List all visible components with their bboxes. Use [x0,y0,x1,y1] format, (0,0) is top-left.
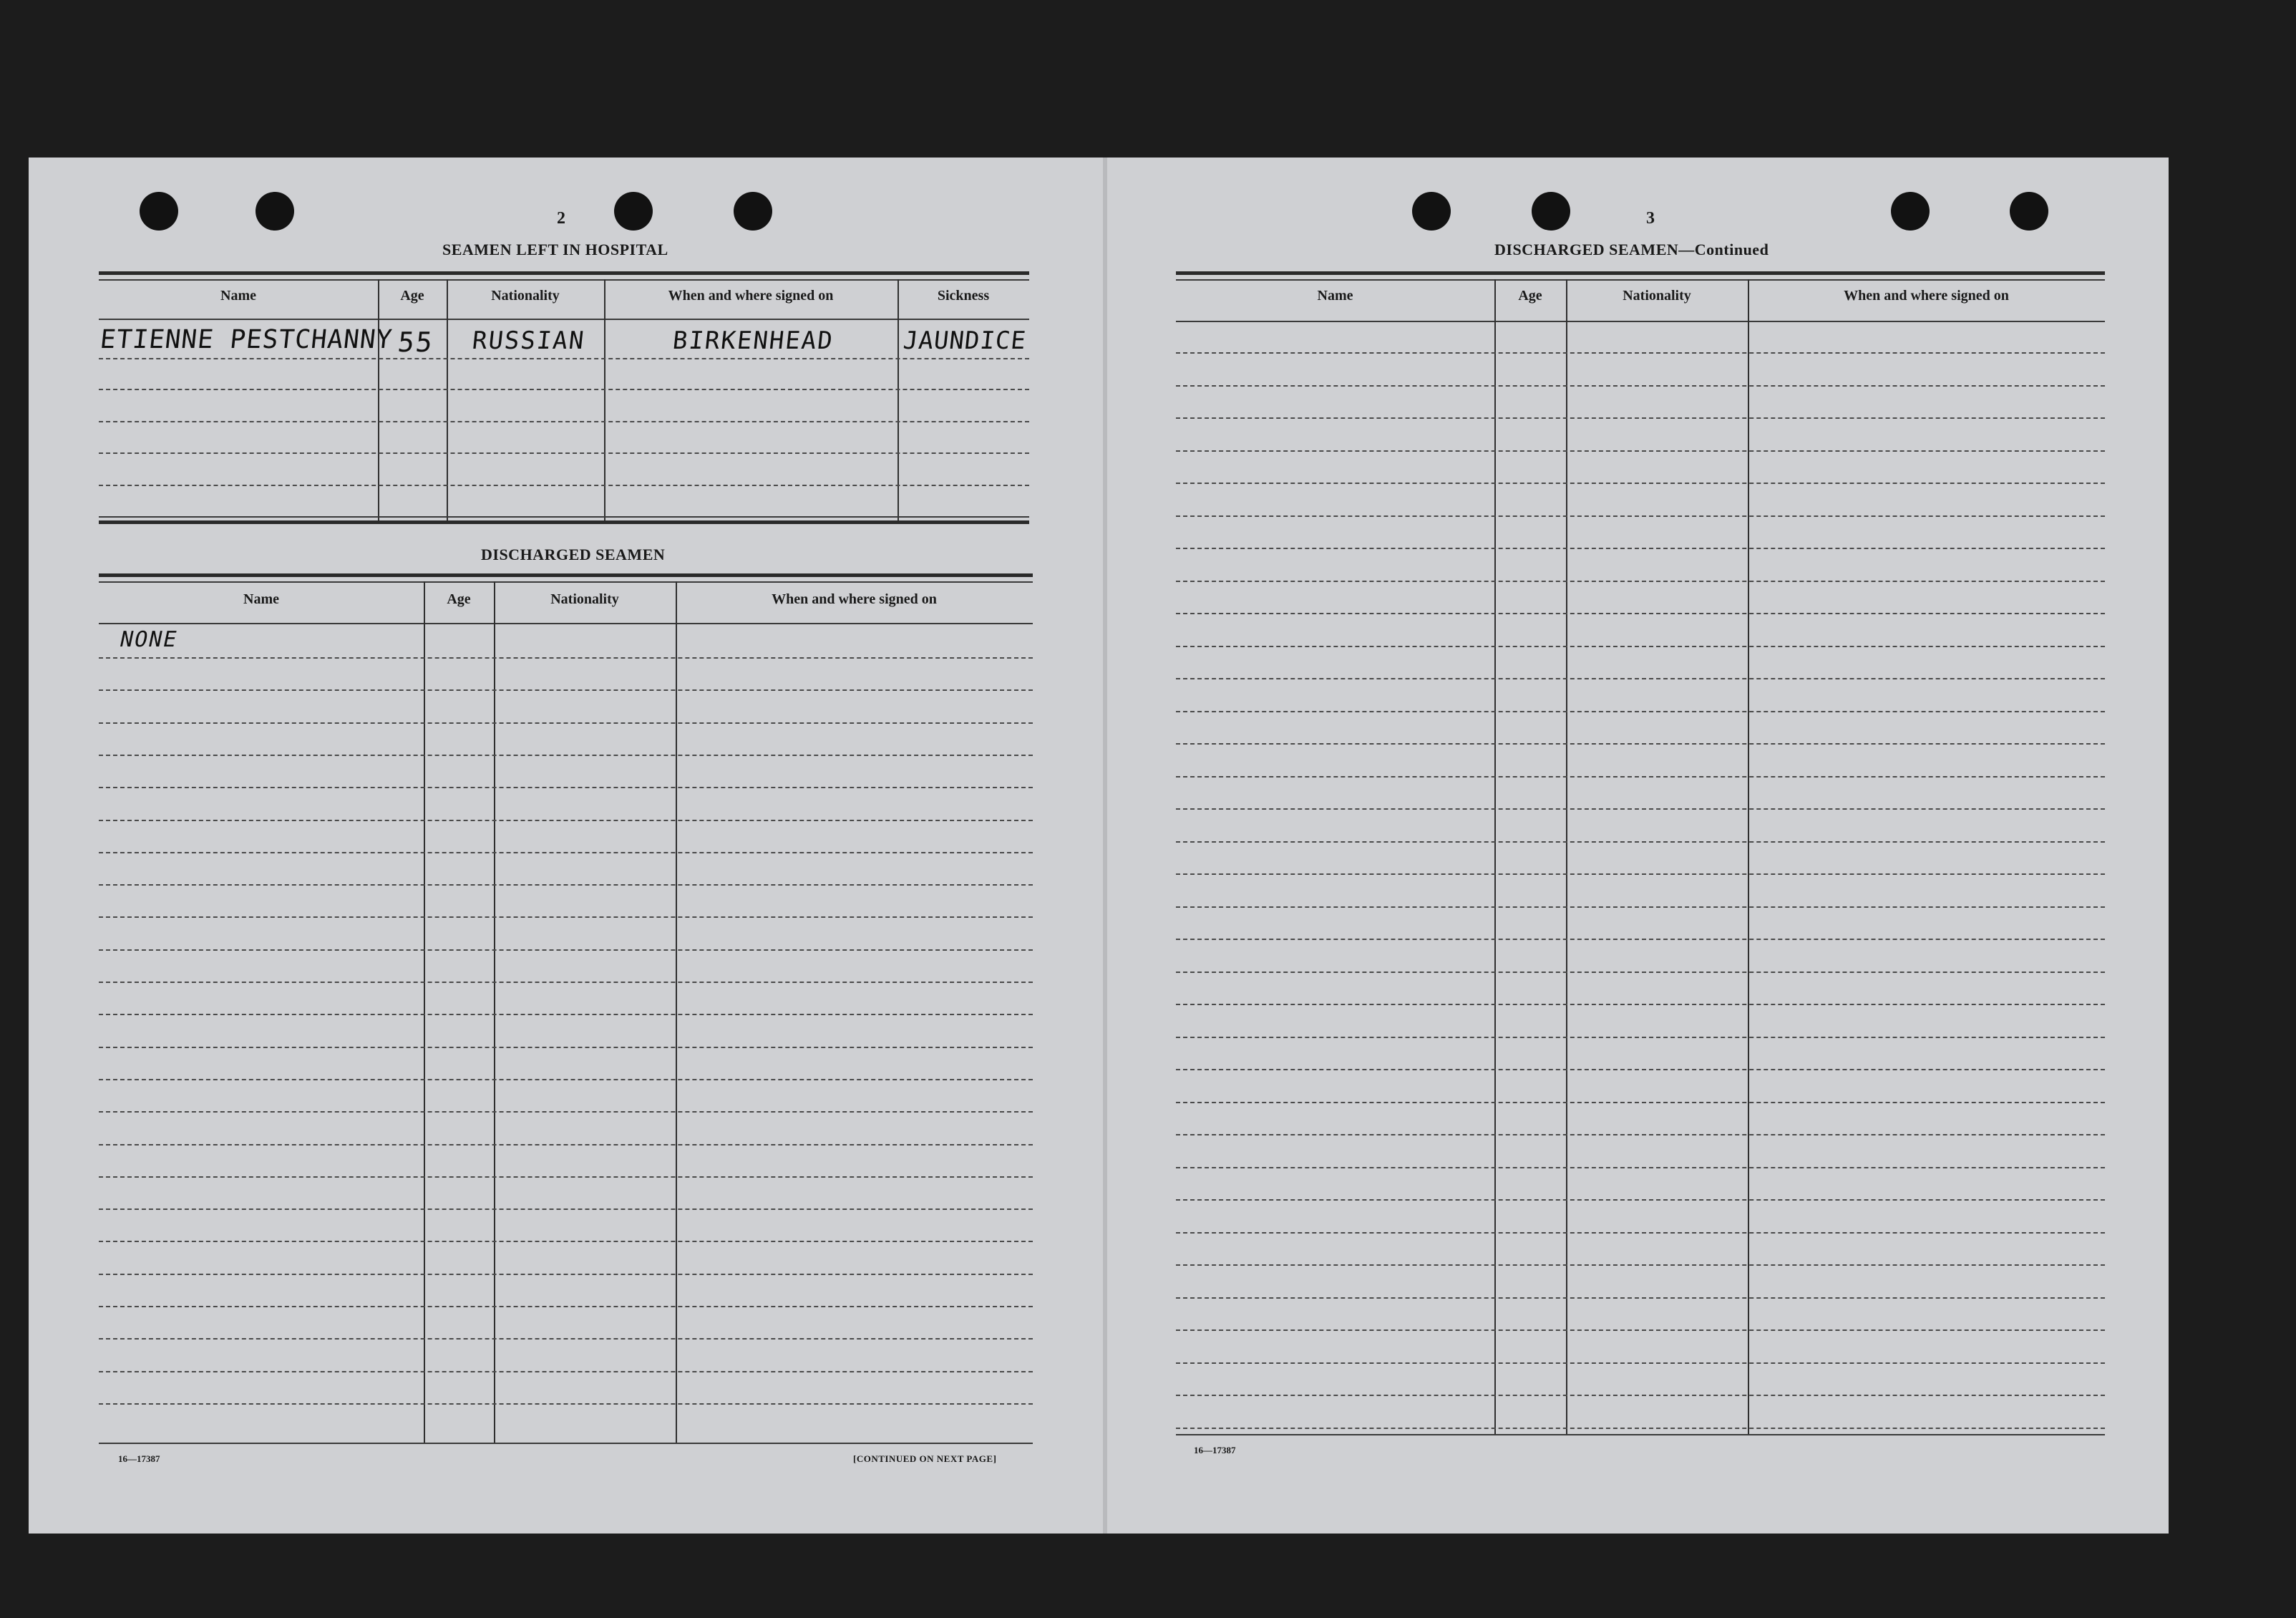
column-divider [604,279,605,523]
page-number: 3 [1646,209,1655,228]
col-header-age: Age [1518,288,1542,304]
header-rule [99,319,1029,320]
row-line [1176,1362,2105,1364]
punch-hole [734,192,772,231]
row-line [99,1371,1033,1372]
row-line [1176,1134,2105,1135]
row-line [1176,483,2105,484]
row-line [1176,1329,2105,1331]
entry-name: ETIENNE PESTCHANNY [98,325,394,354]
punch-hole [256,192,294,231]
entry-signed-on: BIRKENHEAD [671,326,835,355]
entry-age: 55 [396,326,436,358]
row-line [99,1176,1033,1178]
discharged-entry: NONE [117,627,180,652]
row-line [1176,515,2105,517]
row-line [1176,1264,2105,1266]
row-line [99,916,1033,918]
row-line [99,787,1033,788]
page-fold [1103,158,1107,1534]
punch-hole [2010,192,2048,231]
row-line [99,1047,1033,1048]
row-line [99,755,1033,756]
col-header-age: Age [400,288,424,304]
row-line [99,389,1029,390]
table-rule [99,573,1033,577]
col-header-signed-on: When and where signed on [1844,288,2009,304]
row-line [1176,776,2105,777]
column-divider [447,279,448,523]
punch-hole [1891,192,1930,231]
row-line [1176,906,2105,908]
punch-hole [1532,192,1570,231]
table-rule [1176,1434,2105,1435]
col-header-name: Name [243,591,279,607]
row-line [1176,1037,2105,1038]
col-header-signed-on: When and where signed on [772,591,937,607]
row-line [1176,1232,2105,1234]
punch-hole [140,192,178,231]
row-line [1176,939,2105,940]
row-line [99,657,1033,659]
col-header-nationality: Nationality [1623,288,1691,304]
row-line [1176,711,2105,712]
column-divider [1494,279,1496,1435]
row-line [99,1144,1033,1145]
punch-hole [614,192,653,231]
discharged-continued-title [1494,241,1769,259]
row-line [99,358,1029,359]
form-number: 16—17387 [118,1453,160,1464]
row-line [1176,581,2105,582]
row-line [1176,743,2105,745]
row-line [99,1208,1033,1210]
page-number: 2 [557,209,565,228]
table-rule [99,581,1033,583]
form-number: 16—17387 [1194,1445,1236,1455]
row-line [1176,548,2105,549]
column-divider [424,581,425,1444]
table-rule [99,271,1029,275]
row-line [1176,1102,2105,1103]
discharged-section-title: DISCHARGED SEAMEN [481,546,666,563]
section-title-suffix: —Continued [1678,241,1769,258]
col-header-signed-on: When and where signed on [668,288,834,304]
row-line [99,1403,1033,1405]
row-line [99,852,1033,853]
row-line [1176,385,2105,387]
row-line [99,820,1033,821]
table-rule [99,520,1029,524]
row-line [1176,1428,2105,1429]
col-header-name: Name [220,288,256,304]
header-rule [99,623,1033,624]
entry-nationality: RUSSIAN [470,326,587,355]
col-header-age: Age [447,591,471,607]
row-line [1176,1199,2105,1201]
row-line [1176,417,2105,419]
row-line [1176,1395,2105,1396]
row-line [1176,613,2105,614]
table-rule [99,279,1029,281]
row-line [99,1306,1033,1307]
row-line [99,689,1033,691]
header-rule [1176,321,2105,322]
table-rule [99,516,1029,518]
column-divider [1566,279,1567,1435]
row-line [99,1338,1033,1340]
column-divider [898,279,899,523]
col-header-name: Name [1317,288,1353,304]
row-line [1176,678,2105,679]
row-line [99,949,1033,951]
row-line [1176,352,2105,354]
row-line [99,1014,1033,1015]
row-line [99,1111,1033,1113]
row-line [99,1079,1033,1080]
row-line [1176,1167,2105,1168]
row-line [1176,972,2105,973]
column-divider [378,279,379,523]
table-rule [1176,271,2105,275]
row-line [99,1274,1033,1275]
punch-hole [1412,192,1451,231]
left-page [29,158,1106,1534]
table-rule [1176,279,2105,281]
row-line [99,421,1029,422]
column-divider [494,581,495,1444]
col-header-nationality: Nationality [550,591,619,607]
section-title-text: DISCHARGED SEAMEN [1494,241,1679,258]
continued-note: [CONTINUED ON NEXT PAGE] [853,1453,997,1464]
row-line [99,982,1033,983]
col-header-nationality: Nationality [491,288,560,304]
row-line [99,722,1033,724]
row-line [1176,1297,2105,1299]
row-line [1176,841,2105,843]
row-line [1176,873,2105,875]
entry-sickness: JAUNDICE [901,326,1028,355]
row-line [1176,1004,2105,1005]
row-line [1176,1069,2105,1070]
row-line [99,452,1029,454]
row-line [1176,808,2105,810]
row-line [1176,450,2105,452]
column-divider [676,581,677,1444]
row-line [99,884,1033,886]
col-header-sickness: Sickness [937,288,990,304]
row-line [99,485,1029,486]
row-line [99,1241,1033,1242]
hospital-section-title: SEAMEN LEFT IN HOSPITAL [442,241,668,258]
table-rule [99,1443,1033,1444]
row-line [1176,646,2105,647]
column-divider [1748,279,1749,1435]
right-page [1106,158,2169,1534]
